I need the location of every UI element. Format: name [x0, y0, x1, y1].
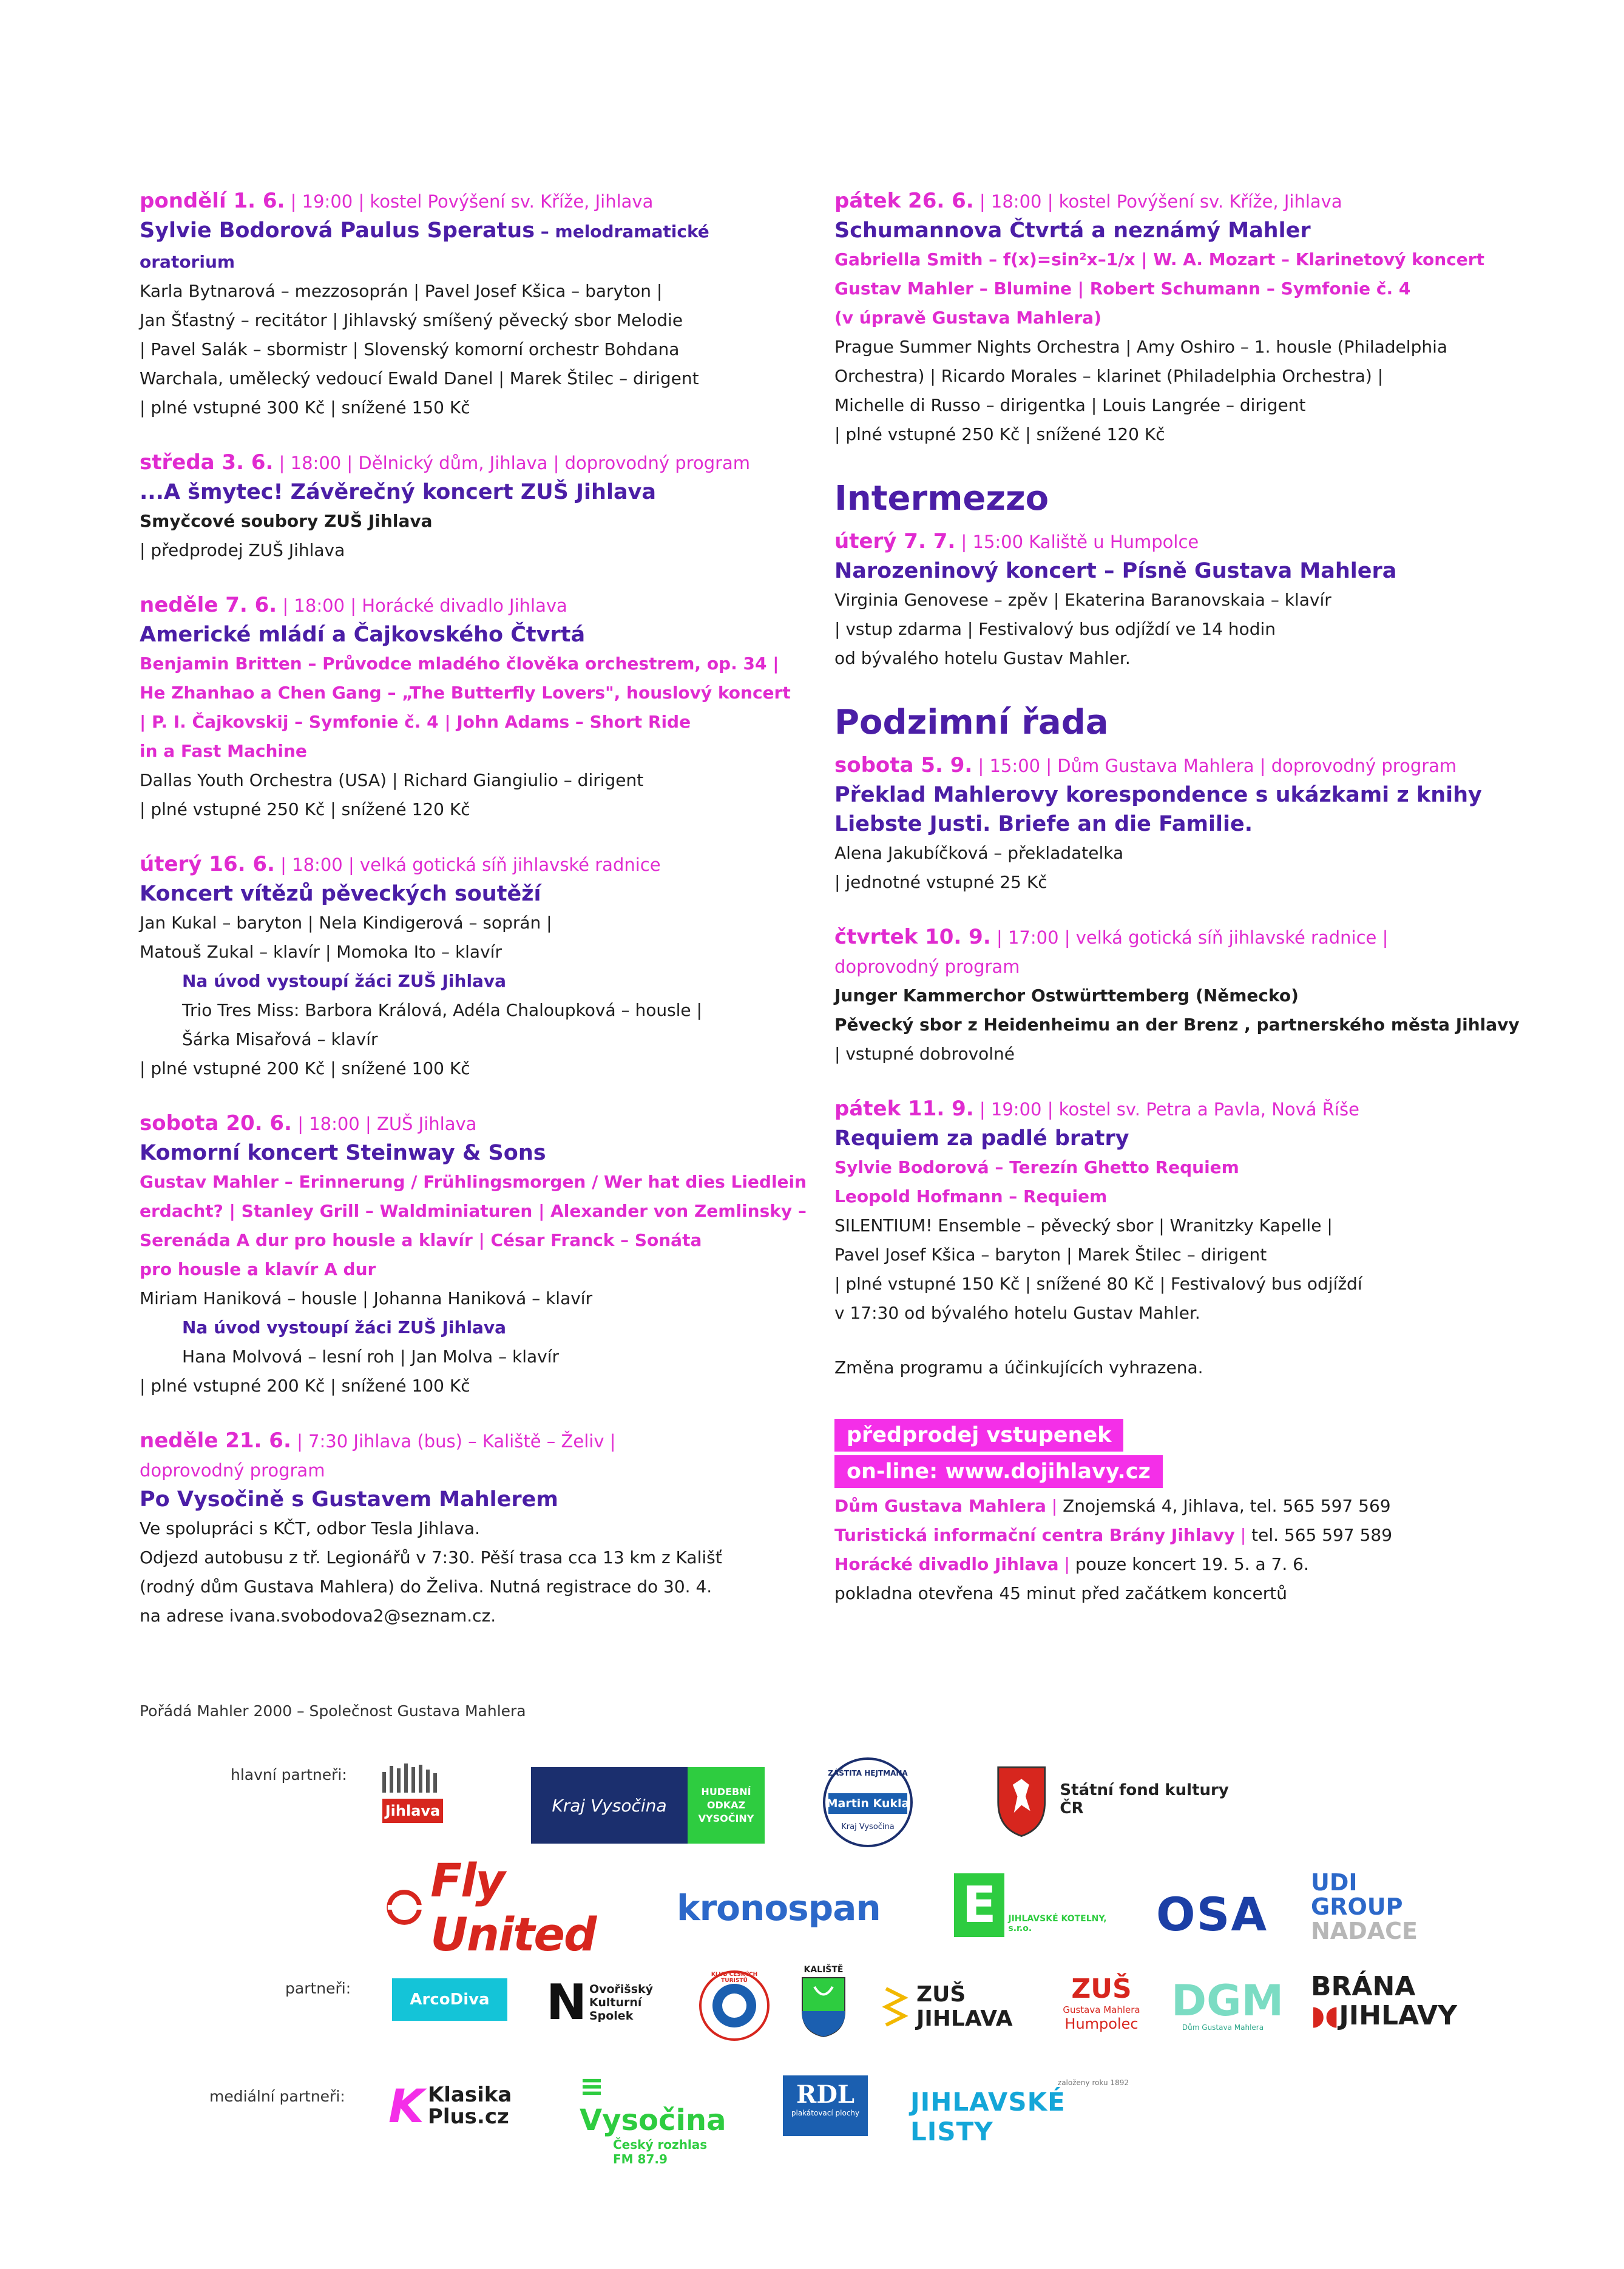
event-11: pátek 11. 9. | 19:00 | kostel sv. Petra a Pavla, Nová Říše Requiem za padlé bratry Sylvie Bodorová – Terezín Ghetto Requiem Leopold Hofmann – Requiem SILENTIUM! Ensemble – pěvecký sbor | Wranitzky Kapelle | Pavel Josef Kšica – baryton | Marek Štilec – dirigent | plné vstupné 150 Kč | snížené 80 Kč | Festivalový bus odjíždí v 17:30 od bývalého hotelu Gustav Mahler.	[834, 1094, 1508, 1328]
event-meta: 18:00 | kostel Povýšení sv. Kříže, Jihlava	[990, 191, 1342, 212]
section-heading-intermezzo: Intermezzo	[834, 479, 1049, 518]
program-line: pro housle a klavír A dur	[140, 1259, 376, 1279]
event-price: | plné vstupné 250 Kč | snížené 120 Kč	[140, 799, 470, 819]
event-title: Schumannova Čtvrtá a neznámý Mahler	[834, 218, 1311, 243]
event-line: Prague Summer Nights Orchestra | Amy Oshiro – 1. housle (Philadelphia	[834, 337, 1448, 357]
event-title-2: Liebste Justi. Briefe an die Familie.	[834, 812, 1253, 836]
venue-line: Dům Gustava Mahlera | Znojemská 4, Jihlava, tel. 565 597 569	[834, 1496, 1391, 1516]
event-line: Trio Tres Miss: Barbora Králová, Adéla Chaloupková – housle |	[182, 1000, 702, 1020]
event-1: pondělí 1. 6. | 19:00 | kostel Povýšení sv. Kříže, Jihlava Sylvie Bodorová Paulus Speratus – melodramatické oratorium Karla Bytnarová – mezzosoprán | Pavel Josef Kšica – baryton | Jan Šťastný – recitátor | Jihlavský smíšený pěvecký sbor Melodie | Pavel Salák – sbormistr | Slovenský komorní orchestr Bohdana Warchala, umělecký vedoucí Ewald Danel | Marek Štilec – dirigent | plné vstupné 300 Kč | snížené 150 Kč	[140, 186, 795, 422]
event-line: Virginia Genovese – zpěv | Ekaterina Baranovskaia – klavír	[834, 590, 1331, 610]
event-date: pondělí 1. 6.	[140, 189, 285, 213]
event-meta: 18:00 | Horácké divadlo Jihlava	[294, 595, 567, 616]
intro-note: Na úvod vystoupí žáci ZUŠ Jihlava	[182, 1317, 507, 1337]
event-line: Pavel Josef Kšica – baryton | Marek Štilec – dirigent	[834, 1245, 1267, 1265]
event-title: Koncert vítězů pěveckých soutěží	[140, 882, 541, 906]
program-line: (v úpravě Gustava Mahlera)	[834, 308, 1102, 328]
program-line: Gustav Mahler – Erinnerung / Frühlingsmorgen / Wer hat dies Liedlein	[140, 1172, 807, 1192]
event-meta: 17:00 | velká gotická síň jihlavské radnice |	[1007, 927, 1389, 948]
event-meta-2: doprovodný program	[140, 1460, 325, 1481]
event-6: neděle 21. 6. | 7:30 Jihlava (bus) – Kaliště – Želiv | doprovodný program Po Vysočině s Gustavem Mahlerem Ve spolupráci s KČT, odbor Tesla Jihlava. Odjezd autobusu z tř. Legionářů v 7:30. Pěší trasa cca 13 km z Kališť (rodný dům Gustava Mahlera) do Želiva. Nutná registrace do 30. 4. na adrese ivana.svobodova2@seznam.cz.	[140, 1426, 795, 1631]
program-line: Serenáda A dur pro housle a klavír | César Franck – Sonáta	[140, 1230, 702, 1250]
zus-jihlava-logo: ZUŠ JIHLAVA	[880, 1980, 1020, 2034]
change-note: Změna programu a účinkujících vyhrazena.	[834, 1358, 1203, 1378]
event-price: | plné vstupné 200 Kč | snížené 100 Kč	[140, 1058, 470, 1078]
partners-label: partneři:	[285, 1980, 351, 1997]
event-line: na adrese ivana.svobodova2@seznam.cz.	[140, 1606, 496, 1626]
section-heading-autumn: Podzimní řada	[834, 703, 1109, 742]
event-date: úterý 16. 6.	[140, 852, 275, 876]
kaliste-logo: KALIŠTĚ	[796, 1965, 851, 2044]
event-line: Orchestra) | Ricardo Morales – klarinet (Philadelphia Orchestra) |	[834, 366, 1384, 386]
event-line: Miriam Haniková – housle | Johanna Haniková – klavír	[140, 1288, 593, 1308]
event-line: v 17:30 od bývalého hotelu Gustav Mahler.	[834, 1303, 1200, 1323]
event-line: Hana Molvová – lesní roh | Jan Molva – klavír	[182, 1347, 560, 1367]
event-price: | plné vstupné 250 Kč | snížené 120 Kč	[834, 424, 1165, 444]
event-title: Překlad Mahlerovy korespondence s ukázkami z knihy	[834, 783, 1482, 807]
event-meta: 19:00 | kostel Povýšení sv. Kříže, Jihlava	[302, 191, 654, 212]
zus-humpolec-logo: ZUŠ Gustava Mahlera Humpolec	[1063, 1973, 1140, 2032]
event-line: Karla Bytnarová – mezzosoprán | Pavel Josef Kšica – baryton |	[140, 281, 663, 301]
event-line: Odjezd autobusu z tř. Legionářů v 7:30. Pěší trasa cca 13 km z Kališť	[140, 1547, 722, 1567]
event-line: Jan Kukal – baryton | Nela Kindigerová – soprán |	[140, 913, 552, 933]
event-8: úterý 7. 7. | 15:00 Kaliště u Humpolce Narozeninový koncert – Písně Gustava Mahlera Virginia Genovese – zpěv | Ekaterina Baranovskaia – klavír | vstup zdarma | Festivalový bus odjíždí ve 14 hodin od bývalého hotelu Gustav Mahler.	[834, 527, 1508, 673]
event-price: | předprodej ZUŠ Jihlava	[140, 540, 345, 560]
event-line: (rodný dům Gustava Mahlera) do Želiva. Nutná registrace do 30. 4.	[140, 1577, 712, 1597]
event-9: sobota 5. 9. | 15:00 | Dům Gustava Mahlera | doprovodný program Překlad Mahlerovy korespondence s ukázkami z knihy Liebste Justi. Briefe an die Familie. Alena Jakubíčková – překladatelka | jednotné vstupné 25 Kč	[834, 751, 1508, 897]
left-column	[140, 186, 807, 1656]
event-price: | plné vstupné 200 Kč | snížené 100 Kč	[140, 1376, 470, 1396]
program-line: Gabriella Smith – f(x)=sin²x–1/x | W. A. Mozart – Klarinetový koncert	[834, 249, 1484, 269]
event-meta: 15:00 | Dům Gustava Mahlera | doprovodný program	[989, 756, 1457, 776]
event-title: Po Vysočině s Gustavem Mahlerem	[140, 1487, 558, 1512]
venue-line: Turistická informační centra Brány Jihlavy | tel. 565 597 589	[834, 1525, 1393, 1545]
event-price: | jednotné vstupné 25 Kč	[834, 872, 1047, 892]
program-line: | P. I. Čajkovskij – Symfonie č. 4 | John Adams – Short Ride	[140, 712, 691, 732]
event-date: sobota 5. 9.	[834, 753, 973, 777]
event-date: sobota 20. 6.	[140, 1111, 292, 1135]
brana-jihlavy-logo: BRÁNA ◗◖JIHLAVY	[1311, 1971, 1457, 2031]
event-price: | plné vstupné 300 Kč | snížené 150 Kč	[140, 397, 470, 418]
event-meta: 19:00 | kostel sv. Petra a Pavla, Nová Říše	[990, 1099, 1359, 1120]
statni-fond-kultury-logo: Státní fond kultury ČR	[995, 1757, 1250, 1842]
event-5: sobota 20. 6. | 18:00 | ZUŠ Jihlava Komorní koncert Steinway & Sons Gustav Mahler – Erinnerung / Frühlingsmorgen / Wer hat dies Liedlein erdacht? | Stanley Grill – Waldminiaturen | Alexander von Zemlinsky – Serenáda A dur pro housle a klavír | César Franck – Sonáta pro housle a klavír A dur Miriam Haniková – housle | Johanna Haniková – klavír Na úvod vystoupí žáci ZUŠ Jihlava Hana Molvová – lesní roh | Jan Molva – klavír | plné vstupné 200 Kč | snížené 100 Kč	[140, 1109, 795, 1401]
martin-kukla-logo: ZÁŠTITA HEJTMANA Martin Kukla Kraj Vysočina	[822, 1757, 913, 1848]
dgm-logo: DGM Dům Gustava Mahlera	[1171, 1976, 1284, 2032]
ovorissky-kulturni-spolek-logo: N Ovořišský Kulturní Spolek	[546, 1974, 654, 2031]
organizer-note: Pořádá Mahler 2000 – Společnost Gustava Mahlera	[140, 1702, 526, 1720]
event-line: Michelle di Russo – dirigentka | Louis Langrée – dirigent	[834, 395, 1306, 415]
event-title: Narozeninový koncert – Písně Gustava Mahlera	[834, 559, 1397, 583]
program-line: He Zhanhao a Chen Gang – „The Butterfly Lovers", houslový koncert	[140, 683, 791, 703]
right-column	[834, 186, 1520, 1608]
jihlava-logo: Jihlava	[376, 1760, 449, 1839]
event-meta: 18:00 | ZUŠ Jihlava	[309, 1114, 477, 1134]
intro-note: Na úvod vystoupí žáci ZUŠ Jihlava	[182, 971, 507, 991]
udi-group-logo: UDI GROUP NADACE	[1311, 1869, 1418, 1944]
event-10: čtvrtek 10. 9. | 17:00 | velká gotická síň jihlavské radnice | doprovodný program Junger Kammerchor Ostwürttemberg (Německo) Pěvecký sbor z Heidenheimu an der Brenz , partnerského města Jihlavy | vstupné dobrovolné	[834, 922, 1508, 1069]
fly-united-logo: Fly United	[385, 1878, 628, 1936]
event-line: Ve spolupráci s KČT, odbor Tesla Jihlava.	[140, 1518, 480, 1538]
program-line: Leopold Hofmann – Requiem	[834, 1186, 1108, 1206]
kraj-vysocina-logo: Kraj Vysočina HUDEBNÍ ODKAZ VYSOČINY	[531, 1767, 765, 1844]
event-line: Smyčcové soubory ZUŠ Jihlava	[140, 511, 433, 531]
media-partners-label: mediální partneři:	[209, 2088, 345, 2105]
event-meta: 18:00 | velká gotická síň jihlavské radnice	[292, 854, 661, 875]
program-line: Gustav Mahler – Blumine | Robert Schumann – Symfonie č. 4	[834, 279, 1411, 299]
event-line: Šárka Misařová – klavír	[182, 1029, 378, 1049]
event-line: | plné vstupné 150 Kč | snížené 80 Kč | Festivalový bus odjíždí	[834, 1274, 1362, 1294]
presale-tag: předprodej vstupenek	[834, 1419, 1123, 1452]
osa-logo: OSA	[1156, 1887, 1268, 1941]
event-meta: 15:00 Kaliště u Humpolce	[972, 532, 1199, 552]
event-date: pátek 26. 6.	[834, 189, 974, 213]
event-line: Alena Jakubíčková – překladatelka	[834, 843, 1124, 863]
venue-line: Horácké divadlo Jihlava | pouze koncert 19. 5. a 7. 6.	[834, 1554, 1309, 1574]
event-title: Sylvie Bodorová Paulus Speratus – melodramatické oratorium	[140, 218, 709, 272]
event-date: neděle 21. 6.	[140, 1429, 291, 1453]
jihlavske-kotelny-logo: E JIHLAVSKÉ KOTELNY, s.r.o.	[954, 1870, 1124, 1937]
event-line: Dallas Youth Orchestra (USA) | Richard Giangiulio – dirigent	[140, 770, 644, 790]
event-meta: 18:00 | Dělnický dům, Jihlava | doprovodný program	[290, 453, 751, 473]
event-4: úterý 16. 6. | 18:00 | velká gotická síň jihlavské radnice Koncert vítězů pěveckých soutěží Jan Kukal – baryton | Nela Kindigerová – soprán | Matouš Zukal – klavír | Momoka Ito – klavír Na úvod vystoupí žáci ZUŠ Jihlava Trio Tres Miss: Barbora Králová, Adéla Chaloupková – housle | Šárka Misařová – klavír | plné vstupné 200 Kč | snížené 100 Kč	[140, 850, 795, 1083]
event-line: SILENTIUM! Ensemble – pěvecký sbor | Wranitzky Kapelle |	[834, 1216, 1333, 1236]
event-line: Pěvecký sbor z Heidenheimu an der Brenz , partnerského města Jihlavy	[834, 1015, 1520, 1035]
event-price: | vstupné dobrovolné	[834, 1044, 1015, 1064]
event-title: Americké mládí a Čajkovského Čtvrtá	[140, 623, 586, 647]
event-7: pátek 26. 6. | 18:00 | kostel Povýšení sv. Kříže, Jihlava Schumannova Čtvrtá a neznámý Mahler Gabriella Smith – f(x)=sin²x–1/x | W. A. Mozart – Klarinetový koncert Gustav Mahler – Blumine | Robert Schumann – Symfonie č. 4 (v úpravě Gustava Mahlera) Prague Summer Nights Orchestra | Amy Oshiro – 1. housle (Philadelphia Orchestra) | Ricardo Morales – klarinet (Philadelphia Orchestra) | Michelle di Russo – dirigentka | Louis Langrée – dirigent | plné vstupné 250 Kč | snížené 120 Kč	[834, 186, 1508, 449]
event-date: úterý 7. 7.	[834, 529, 956, 553]
event-line: Junger Kammerchor Ostwürttemberg (Německo)	[834, 986, 1299, 1006]
fly-united-icon	[385, 1883, 425, 1932]
note-icon	[880, 1986, 910, 2028]
event-2: středa 3. 6. | 18:00 | Dělnický dům, Jihlava | doprovodný program ...A šmytec! Závěrečný koncert ZUŠ Jihlava Smyčcové soubory ZUŠ Jihlava | předprodej ZUŠ Jihlava	[140, 448, 795, 565]
presale-link[interactable]: on-line: www.dojihlavy.cz	[834, 1455, 1163, 1488]
program-line: erdacht? | Stanley Grill – Waldminiaturen | Alexander von Zemlinsky –	[140, 1201, 807, 1221]
klub-ceskych-turistu-logo: KLUB ČESKÝCH TURISTŮ	[698, 1969, 771, 2042]
kronospan-logo: kronospan	[677, 1887, 881, 1929]
event-date: středa 3. 6.	[140, 450, 274, 475]
main-partners-label: hlavní partneři:	[231, 1766, 347, 1784]
coat-of-arms-icon	[995, 1760, 1047, 1839]
cro-vysocina-logo: ≡ Vysočina Český rozhlas FM 87.9	[580, 2069, 726, 2166]
event-date: pátek 11. 9.	[834, 1097, 974, 1121]
program-line: in a Fast Machine	[140, 741, 307, 761]
arcodiva-logo: ArcoDiva	[392, 1978, 507, 2021]
program-line: Sylvie Bodorová – Terezín Ghetto Requiem	[834, 1157, 1239, 1177]
event-line: | Pavel Salák – sbormistr | Slovenský komorní orchestr Bohdana	[140, 339, 680, 359]
event-title: ...A šmytec! Závěrečný koncert ZUŠ Jihlava	[140, 480, 656, 504]
event-title: Komorní koncert Steinway & Sons	[140, 1141, 546, 1165]
event-line: Jan Šťastný – recitátor | Jihlavský smíšený pěvecký sbor Melodie	[140, 310, 683, 330]
event-line: Warchala, umělecký vedoucí Ewald Danel | Marek Štilec – dirigent	[140, 368, 699, 388]
event-line: Matouš Zukal – klavír | Momoka Ito – klavír	[140, 942, 502, 962]
rdl-logo: RDL plakátovací plochy	[783, 2075, 868, 2136]
event-line: od bývalého hotelu Gustav Mahler.	[834, 648, 1131, 668]
event-3: neděle 7. 6. | 18:00 | Horácké divadlo Jihlava Americké mládí a Čajkovského Čtvrtá Benjamin Britten – Průvodce mladého člověka orchestrem, op. 34 | He Zhanhao a Chen Gang – „The Butterfly Lovers", houslový koncert | P. I. Čajkovskij – Symfonie č. 4 | John Adams – Short Ride in a Fast Machine Dallas Youth Orchestra (USA) | Richard Giangiulio – dirigent | plné vstupné 250 Kč | snížené 120 Kč	[140, 590, 795, 824]
event-meta: 7:30 Jihlava (bus) – Kaliště – Želiv |	[308, 1431, 616, 1452]
event-meta-2: doprovodný program	[834, 956, 1020, 977]
event-date: neděle 7. 6.	[140, 593, 277, 617]
box-office-note: pokladna otevřena 45 minut před začátkem koncertů	[834, 1583, 1287, 1603]
event-line: | vstup zdarma | Festivalový bus odjíždí ve 14 hodin	[834, 619, 1276, 639]
event-date: čtvrtek 10. 9.	[834, 925, 991, 949]
event-title: Requiem za padlé bratry	[834, 1126, 1129, 1151]
klasika-plus-logo: K Klasika Plus.cz	[388, 2078, 512, 2133]
jihlavske-listy-logo: založeny roku 1892 JIHLAVSKÉ LISTY	[910, 2078, 1129, 2146]
program-line: Benjamin Britten – Průvodce mladého člověka orchestrem, op. 34 |	[140, 654, 779, 674]
